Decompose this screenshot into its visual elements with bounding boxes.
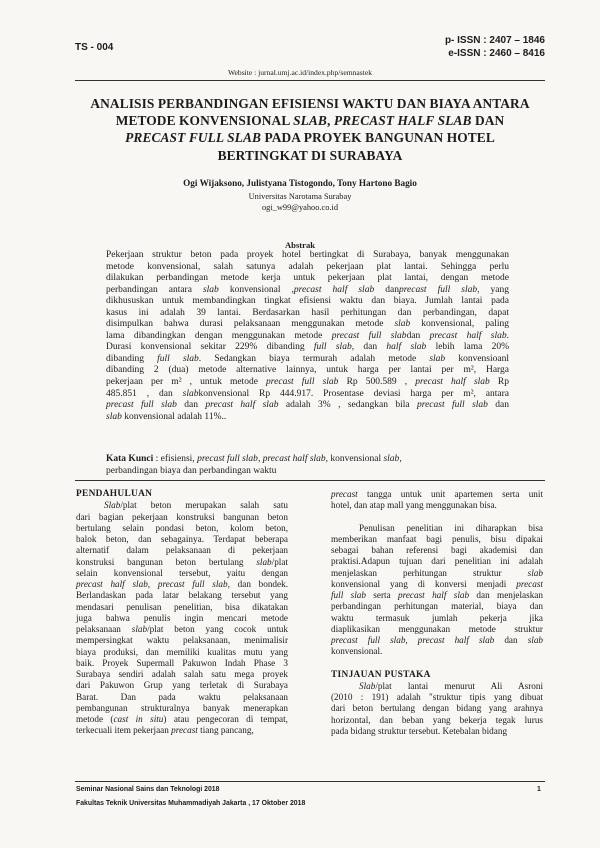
print-issn: p- ISSN : 2407 – 1846 [444,35,545,46]
body-line: perbandingan perhitungan material, biaya dan [331,601,543,612]
abstract-line: disimpulkan bahwa durasi pelaksanaan menggunakan metode slab konvensional, paling [106,319,510,330]
section-heading-pendahuluan: PENDAHULUAN [76,489,153,499]
abstract-line: pekerjaan per m² , untuk metode precast full slab Rp 500.589 , precast half slab Rp [106,377,510,388]
body-line: terkecuali item pekerjaan precast tiang pancang, [76,725,254,736]
header-rule [75,80,545,81]
body-line: dari bagian pekerjaan konstruksi bangunan beton [76,511,288,522]
abstract-line: lama dibandingkan dengan menggunakan metode precast full slabdan precast half slab. [106,330,509,341]
body-line: pelaksanaan slab/plat beton yang cocok untuk [76,624,288,634]
footer-faculty: Fakultas Teknik Universitas Muhammadiyah Jakarta , 17 Oktober 2018 [76,800,306,807]
footer-seminar: Seminar Nasional Sains dan Teknologi 2018 [76,786,220,793]
body-line: Slab/plat lantai menurut Ali Asroni [359,680,543,691]
abstract-line: dibanding full slab. Sedangkan biaya termurah adalah metode slab konvensioanl [106,353,509,364]
paper-code: TS - 004 [75,42,114,53]
electronic-issn: e-ISSN : 2460 – 8416 [448,48,545,59]
website-line: Website : jurnal.umj.ac.id/index.php/semnastek [227,68,373,77]
affiliation: Universitas Narotama Surabay [248,192,352,201]
body-line: Penulisan penelitian ini diharapkan bisa [359,522,543,533]
body-line: precast half slab, precast full slab, dan bondek. [76,579,288,589]
body-line: precast full slab, precast half slab dan slab [331,635,544,645]
body-line: horizontal, dan beban yang bekerja tegak lurus [331,714,543,725]
abstract-line: dilakukan perbandingan metode kerja untuk pekerjaan plat lantai, dengan metode [106,273,509,284]
body-line: pada bidang struktur tersebut. Ketebalan bidang [331,725,508,736]
body-line: dari beton bertulang dengan bidang yang arahnya [331,703,543,714]
body-line: Slab/plat beton merupakan salah satu [104,500,288,511]
title-line: PRECAST FULL SLAB PADA PROYEK BANGUNAN HOTEL [125,130,495,146]
section-heading-tinjauan-pustaka: TINJAUAN PUSTAKA [331,669,431,680]
body-line: (2010 : 191) adalah "struktur tipis yang dibuat [331,692,543,702]
footer-rule [75,781,545,782]
body-line: dari Pakuwon Grup yang terletak di Surabaya [76,680,288,691]
body-line: selain konvensional tersebut, yaitu dengan [76,567,288,578]
body-line: konvensional yang di konversi menjadi precast [331,578,543,589]
abstract-heading: Abstrak [284,240,316,250]
title-line: BERTINGKAT DI SURABAYA [217,147,403,163]
body-line: Surabaya sendiri adalah salah satu mega proyek [76,669,288,679]
abstract-line: perbandingan antara slab konvensional ,precast half slab danprecast full slab, yang [106,284,510,295]
abstract-body [106,250,509,423]
body-line: menjelaskan perhitungan struktur slab [331,567,543,578]
body-line: full slab serta precast half slab dan menjelaskan [331,590,543,600]
body-line: hotel, dan atap mall yang menggunakan bisa. [331,500,497,511]
title-line-2: METODE KONVENSIONAL SLAB, PRECAST HALF SLAB DAN [115,113,505,129]
paper-title [80,95,540,164]
title-line: ANALISIS PERBANDINGAN EFISIENSI WAKTU DAN BIAYA ANTARA [90,96,530,111]
body-line: mempersingkat waktu pelaksanaan, menimalisir [76,635,288,646]
keywords-label: Kata Kunci [106,454,154,464]
body-line: konvensional. [331,646,383,657]
body-line: Berlandaskan pada latar belakang tersebut yang [76,590,288,601]
body-line: praktisi.Adapun tujuan dari penelitian ini adalah [331,556,543,567]
author-email: ogi_w99@yahoo.co.id [261,203,339,212]
author-list: Ogi Wijaksono, Julistyana Tistogondo, Tony Hartono Bagio [183,178,417,188]
abstract-line: dibanding 2 (dua) metode alternative lainnya, untuk harga per lantai per m², Harga [106,365,509,376]
abstract-line: 485.851 , dan slabkonvensional Rp 444.917. Prosentase deviasi harga per m², antara [106,388,510,399]
title-line [80,112,540,129]
body-line: mendasari penulisan penelitian, bisa dikatakan [76,601,288,612]
body-line: pembangunan strukturalnya banyak menerapkan [76,702,288,713]
body-line: balok beton, dan sebagainya. Terdapat beberapa [76,534,288,544]
abstract-line: metode konvensional, salah satunya adalah pekerjaan plat lantai. Sehingga perlu [106,261,509,272]
body-line: baik. Proyek Supermall Pakuwon Indah Phase 3 [76,657,288,668]
page-number: 1 [537,786,541,793]
body-line: Barat. Dan pada waktu pelaksanaan [76,691,288,702]
body-line: bertulang selain pondasi beton, kolom beton, [76,522,288,533]
abstract-line: Durasi konvensional sekitar 229% dibanding full slab, dan half slab lebih lama 20% [106,342,510,353]
body-line: biaya produksi, dan memiliki kualitas mutu yang [76,646,288,657]
keywords-line [106,454,509,466]
body-line: memberikan manfaat bagi penulis, bisu dipakai [331,533,543,544]
body-line: metode (cast in situ) atau pengecoran di tempat, [76,714,288,724]
keywords [106,454,509,477]
paragraph-gap [331,658,543,670]
abstract-line: Pekerjaan struktur beton pada proyek hotel bertingkat di Surabaya, banyak menggunakan [106,250,509,260]
right-column [331,489,543,737]
paragraph-gap [331,512,543,523]
keywords-text: : efisiensi, precast full slab, precast half slab, konvensional slab, [155,454,402,464]
keywords-line: perbandingan biaya dan perbandingan waktu [106,465,277,476]
abstract-line: dikhususkan untuk membandingkan tingkat efisiensi waktu dan biaya. Jumlah lantai pada [106,296,509,307]
body-line: waktu termasuk jumlah pekerja jika [331,612,543,623]
body-line: precast tangga untuk unit apartemen serta unit [331,489,543,499]
body-line: diaplikasikan menggunakan metode struktur [331,623,543,634]
left-column [76,489,288,737]
section-rule [75,480,545,481]
abstract-line: kasus ini adalah 39 lantai. Berdasarkan hasil perhitungan dan perbandingan, dapat [106,307,509,318]
body-line: alternatif dalam pelaksanaan di pekerjaan [76,545,288,556]
abstract-line: slab konvensional adalah 11%.. [106,411,227,422]
body-line: konstruksi bangunan beton bertulang slab/plat [76,556,288,567]
body-line: juga bahwa penulis ingin mencari metode [76,612,288,623]
body-line: sebagai bahan referensi bagi akademisi dan [331,545,543,555]
abstract-line: precast full slab dan precast half slab adalah 3% , sedangkan bila precast full slab dan [106,400,510,411]
